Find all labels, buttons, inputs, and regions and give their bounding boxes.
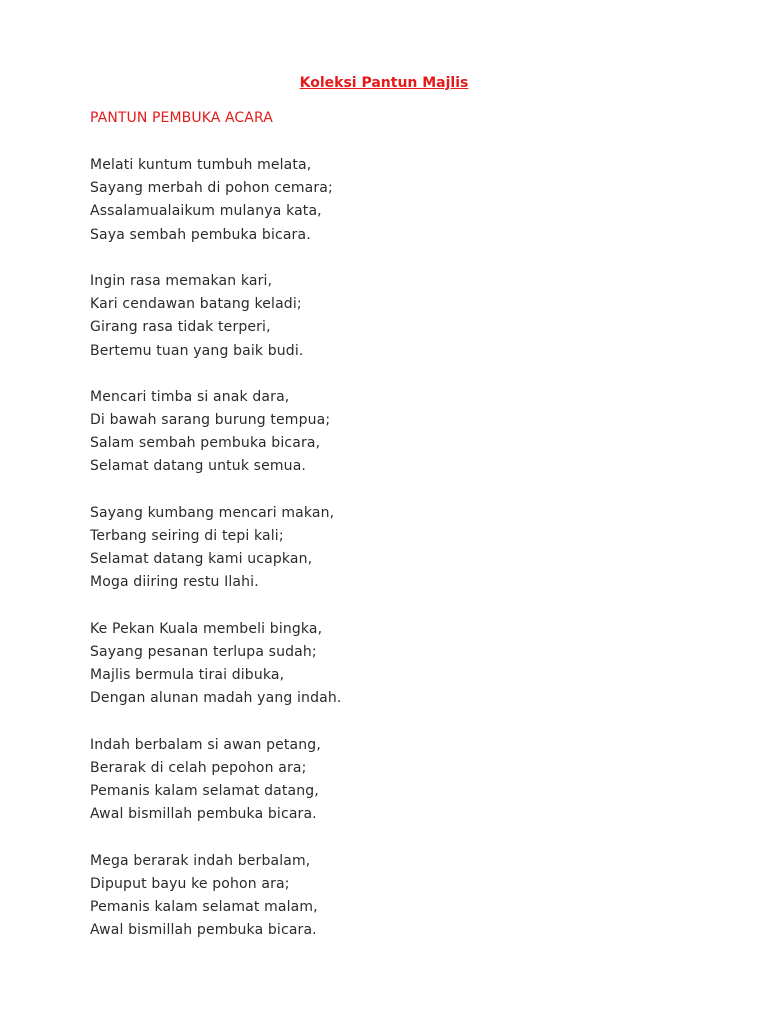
stanza-line: Dengan alunan madah yang indah. — [90, 690, 342, 707]
stanza — [90, 850, 690, 943]
stanza-line: Kari cendawan batang keladi; — [90, 296, 302, 313]
stanza-line: Sayang pesanan terlupa sudah; — [90, 643, 317, 660]
stanza-line: Saya sembah pembuka bicara. — [90, 226, 311, 243]
document-title: Koleksi Pantun Majlis — [299, 75, 469, 91]
section-heading: PANTUN PEMBUKA ACARA — [90, 110, 273, 126]
stanza-line: Di bawah sarang burung tempua; — [90, 412, 331, 429]
stanza-line: Pemanis kalam selamat malam, — [90, 899, 318, 915]
stanza — [90, 502, 690, 595]
stanza-line: Pemanis kalam selamat datang, — [90, 783, 319, 800]
stanza-line: Awal bismillah pembuka bicara. — [90, 922, 317, 939]
stanza-line: Moga diiring restu Ilahi. — [90, 574, 259, 591]
stanza-line: Berarak di celah pepohon ara; — [90, 759, 307, 776]
stanza-line: Awal bismillah pembuka bicara. — [90, 806, 317, 823]
stanza-line: Selamat datang kami ucapkan, — [90, 551, 313, 568]
stanza-line: Terbang seiring di tepi kali; — [90, 528, 284, 544]
stanza-line: Sayang merbah di pohon cemara; — [90, 180, 333, 197]
stanza-line: Selamat datang untuk semua. — [90, 458, 307, 475]
stanza-line: Dipuput bayu ke pohon ara; — [90, 875, 290, 892]
stanza-line: Majlis bermula tirai dibuka, — [90, 667, 285, 684]
stanza-line: Bertemu tuan yang baik budi. — [90, 342, 304, 359]
stanza — [90, 386, 690, 479]
stanza-list — [90, 154, 690, 966]
stanza-line: Ingin rasa memakan kari, — [90, 272, 273, 289]
stanza-line: Mega berarak indah berbalam, — [90, 852, 311, 869]
stanza — [90, 734, 690, 827]
stanza-line: Ke Pekan Kuala membeli bingka, — [90, 620, 323, 637]
stanza-line: Salam sembah pembuka bicara, — [90, 435, 321, 452]
stanza-line: Girang rasa tidak terperi, — [90, 319, 271, 336]
stanza-line: Melati kuntum tumbuh melata, — [90, 157, 312, 173]
stanza — [90, 618, 690, 711]
stanza — [90, 154, 690, 247]
stanza-line: Assalamualaikum mulanya kata, — [90, 203, 322, 220]
stanza-line: Indah berbalam si awan petang, — [90, 736, 321, 753]
stanza-line: Mencari timba si anak dara, — [90, 388, 290, 405]
stanza-line: Sayang kumbang mencari makan, — [90, 504, 335, 521]
stanza — [90, 270, 690, 363]
